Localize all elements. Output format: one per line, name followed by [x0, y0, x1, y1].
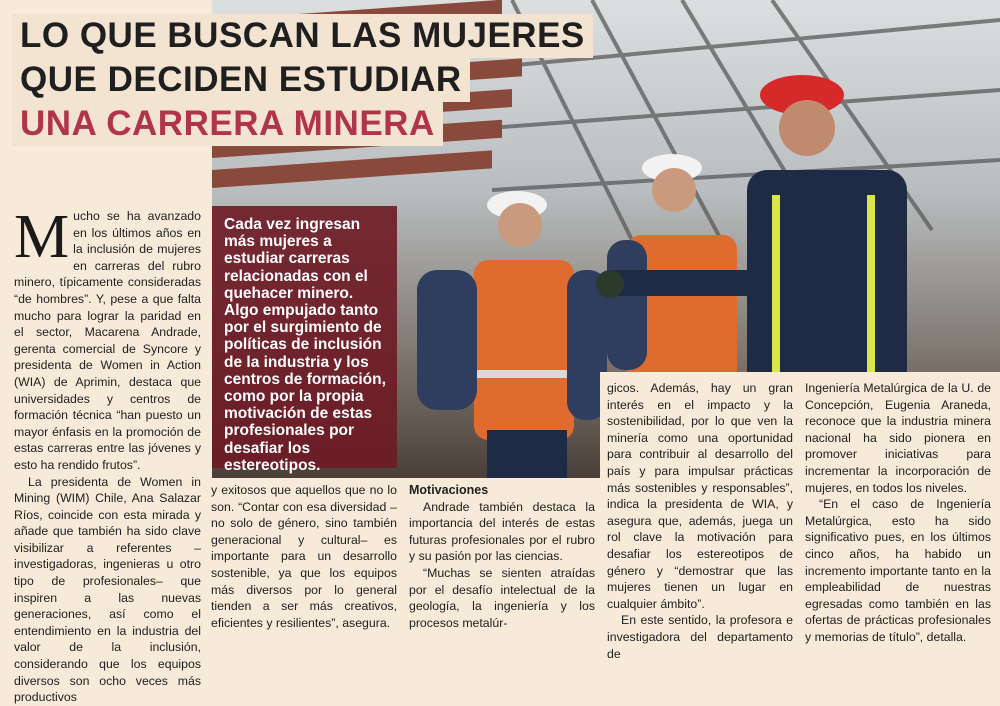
paragraph: y exitosos que aquellos que no lo son. “Contar con esa diversidad –no solo de género, sino también generacional y cultural– es importante para un desarrollo sostenible, ya que los equipos más diversos por lo general tienden a ser más creativos, eficientes y resilientes”, asegura.	[211, 483, 397, 630]
article-column-5	[805, 380, 991, 646]
pull-quote: Cada vez ingresan más mujeres a estudiar carreras relacionadas con el quehacer minero. Algo empujado tanto por el surgimiento de políticas de inclusión de la industria y los centros de formación, como por la propia motivación de estas profesionales por desafiar los estereotipos.	[212, 206, 397, 468]
paragraph: Ingeniería Metalúrgica de la U. de Concepción, Eugenia Araneda, reconoce que la industria minera nacional ha sido pionera en promover iniciativas para incrementar la incorporación de mujeres, en todos los niveles.	[805, 381, 991, 495]
paragraph: Andrade también destaca la importancia del interés de estas futuras profesionales por el rubro y su pasión por las ciencias.	[409, 499, 595, 564]
paragraph: La presidenta de Women in Mining (WIM) Chile, Ana Salazar Ríos, coincide con esta mirada y añade que también ha sido clave visibilizar a referentes –investigadoras, ingenieras u otro tipo de profesionales– que inspiren a las nuevas generaciones, así como el entendimiento en la industria del valor de la inclusión, considerando que los equipos diversos son ocho veces más productivos	[14, 474, 201, 705]
article-column-3	[409, 482, 595, 631]
article-column-1	[14, 203, 201, 706]
section-subhead: Motivaciones	[409, 483, 489, 497]
paragraph: ucho se ha avanzado en los últimos años en la inclusión de mujeres en carreras del rubro minero, típicamente consideradas “de hombres”. Y, pese a que falta mucho para lograr la paridad en el sector, Macarena Andrade, gerenta comercial de Syncore y presidenta de Women in Action (WIA) de Aprimin, destaca que universidades y centros de formación técnica “han puesto un mayor énfasis en la promoción de estas carreras entre las jóvenes y esto ha rendido frutos”.	[14, 209, 201, 472]
article-column-4	[607, 380, 793, 662]
paragraph: En este sentido, la profesora e investigadora del departamento de	[607, 613, 793, 661]
headline-line-1: LO QUE BUSCAN LAS MUJERES	[12, 14, 593, 58]
paragraph: “En el caso de Ingeniería Metalúrgica, esto ha sido significativo pues, en los últimos cinco años, ha habido un incremento importante tanto en la empleabilidad de nuestras egresadas como también en las ofertas de prácticas profesionales y memorias de título”, detalla.	[805, 497, 991, 644]
paragraph: gicos. Además, hay un gran interés en el impacto y la sostenibilidad, por lo que ven la minería como una oportunidad para contribuir al desarrollo del país y para impulsar prácticas más sostenibles y responsables”, indica la presidenta de WIA, y asegura que, además, juega un rol clave la motivación para desafiar los estereotipos de género y “demostrar que las mujeres tienen un lugar en cualquier ámbito”.	[607, 381, 793, 611]
drop-cap: M	[14, 203, 70, 271]
headline-line-3: UNA CARRERA MINERA	[12, 102, 443, 146]
paragraph: “Muchas se sienten atraídas por el desafío intelectual de la geología, la ingeniería y los procesos metalúr-	[409, 565, 595, 630]
article-column-2	[211, 482, 397, 631]
headline-line-2: QUE DECIDEN ESTUDIAR	[12, 58, 470, 102]
headline	[12, 14, 593, 146]
